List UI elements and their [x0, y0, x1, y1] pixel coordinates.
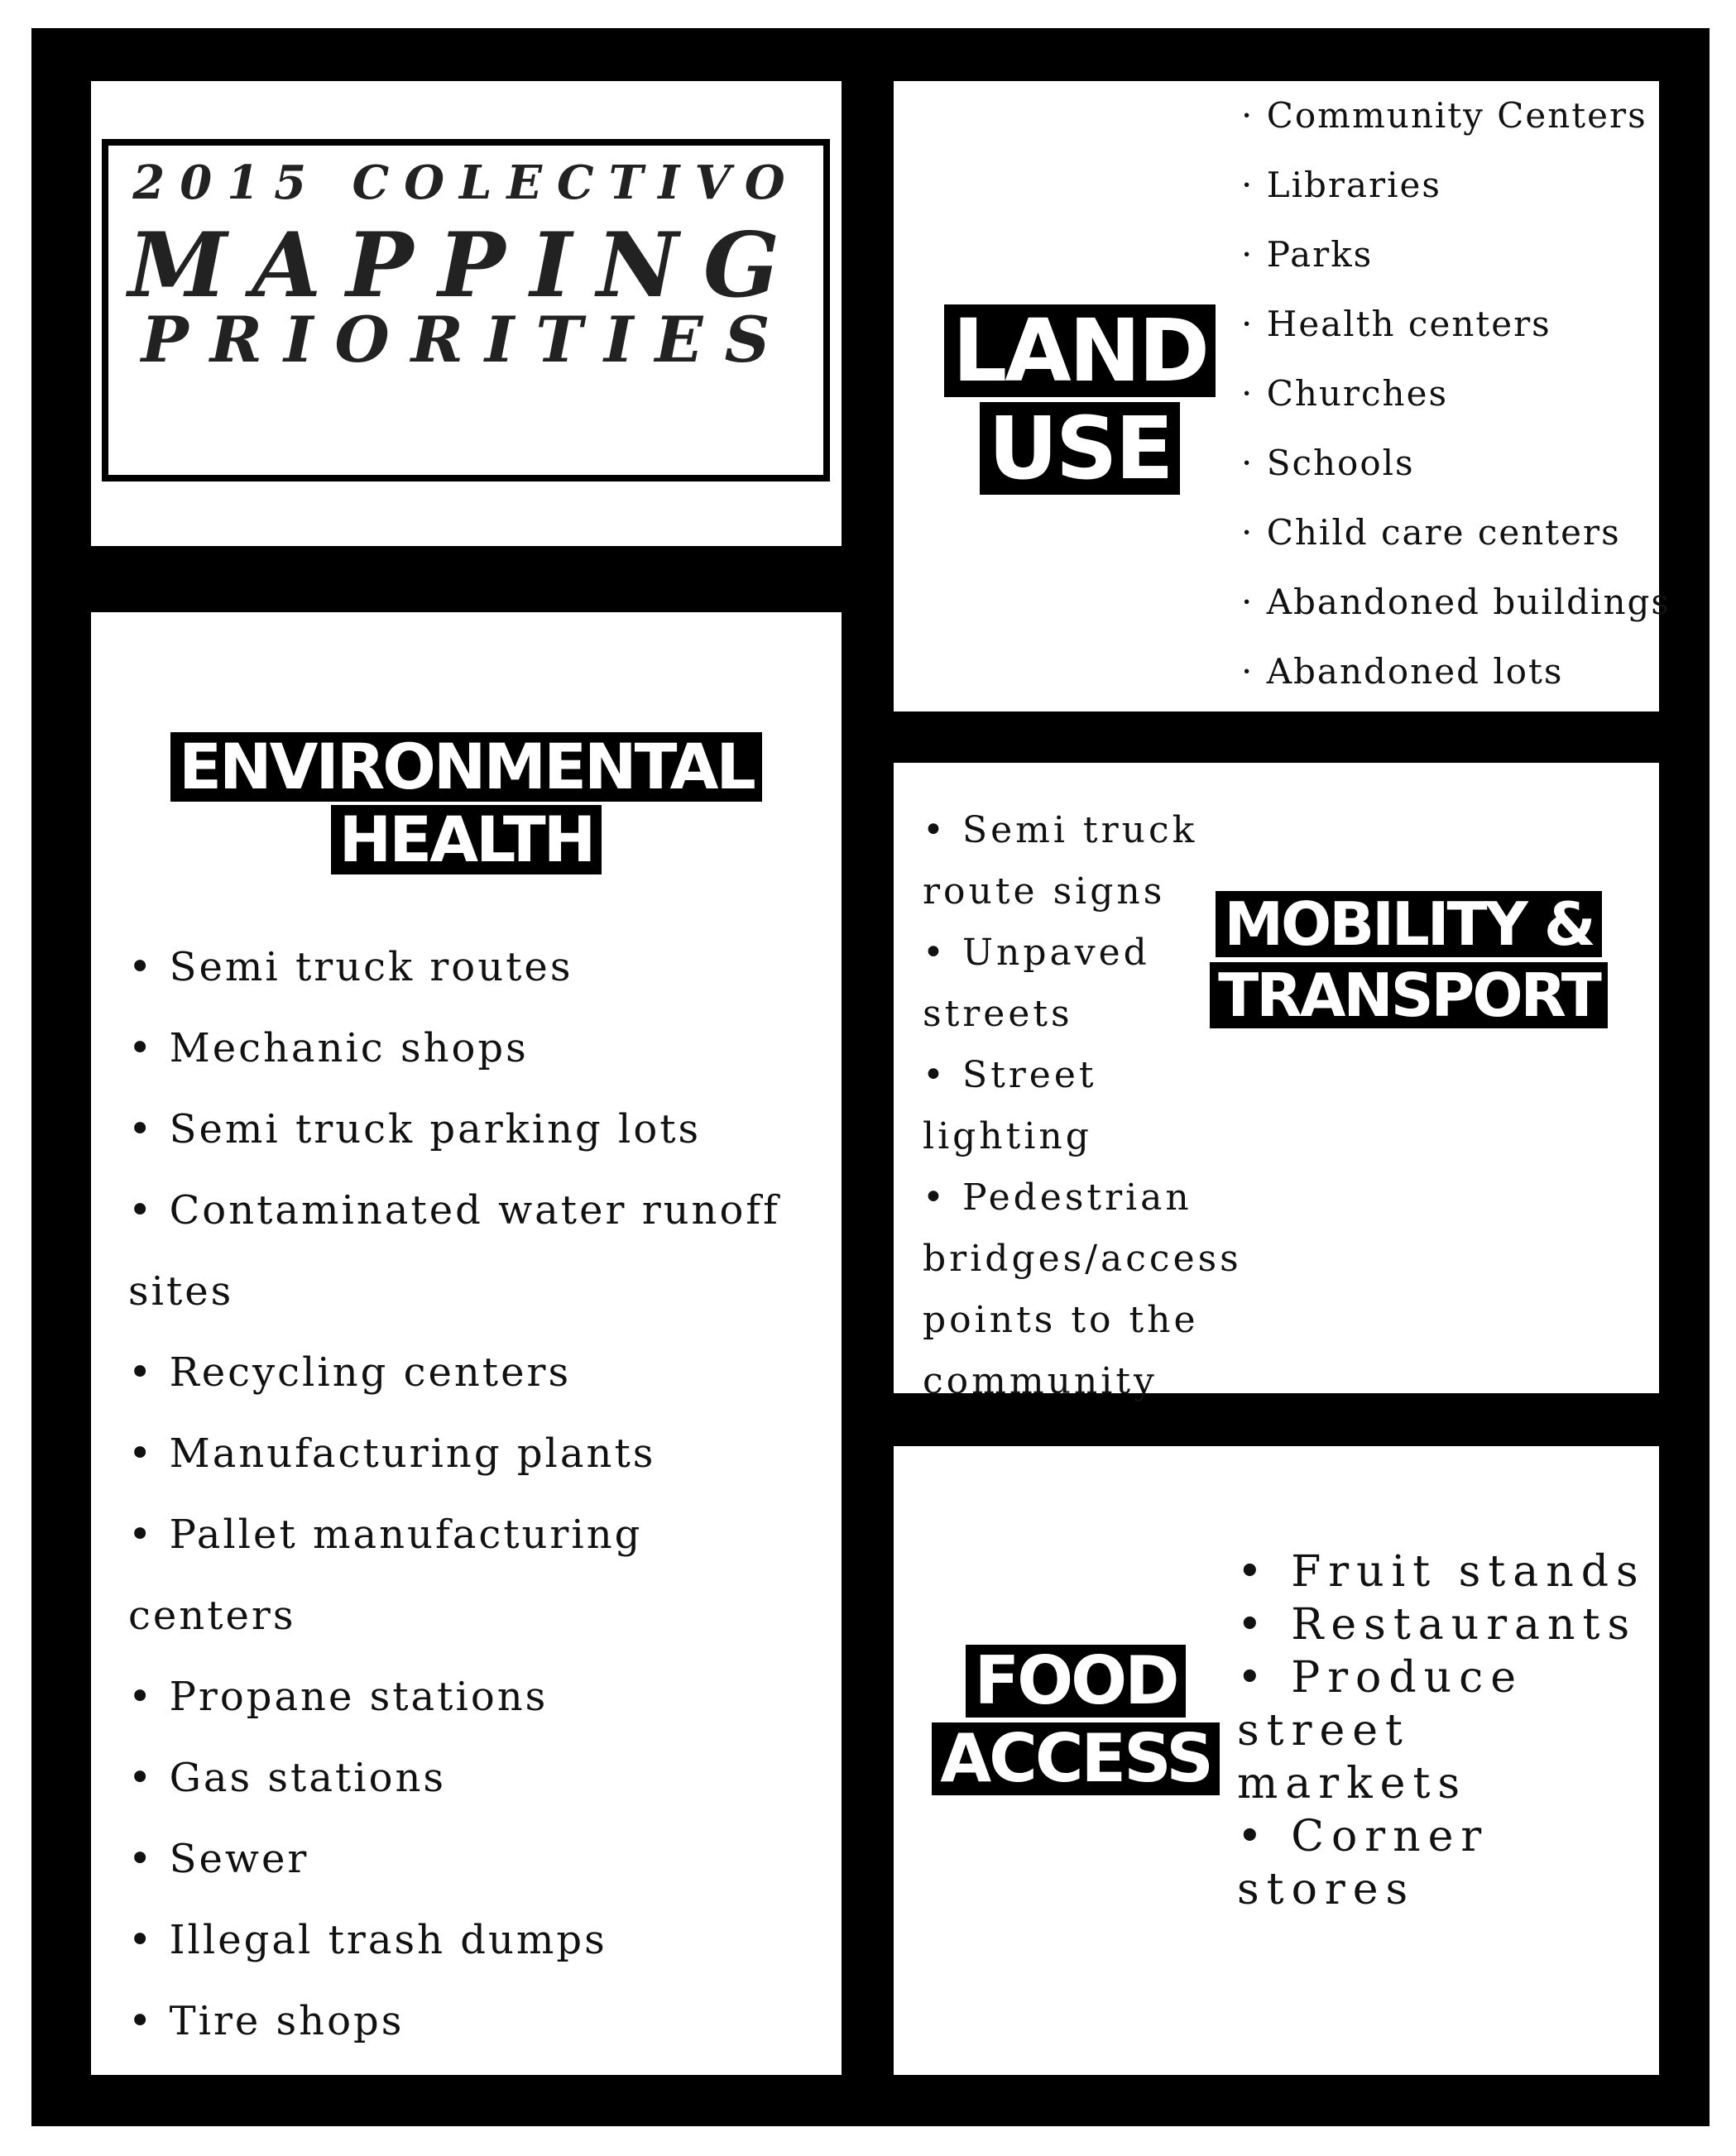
food-access-panel	[894, 1446, 1659, 2075]
list-item: • Gas stations	[128, 1755, 447, 1801]
list-item: · Health centers	[1241, 304, 1551, 344]
list-item: · Libraries	[1241, 165, 1441, 205]
food-access-heading-line1: FOOD	[966, 1645, 1185, 1718]
mobility-transport-panel	[894, 763, 1659, 1402]
environmental-health-panel	[91, 612, 842, 2075]
list-item: · Abandoned lots	[1241, 651, 1564, 692]
environmental-health-heading	[91, 732, 842, 874]
list-item: • Manufacturing plants	[128, 1430, 656, 1477]
list-item: • Tire shops	[128, 1998, 405, 2044]
environmental-health-list	[128, 927, 823, 2062]
food-access-heading-line2: ACCESS	[932, 1722, 1220, 1795]
title-mapping-line: MAPPING	[127, 213, 805, 318]
list-item: · Community Centers	[1241, 95, 1647, 136]
list-item: • Illegal trash dumps	[128, 1917, 607, 1963]
land-use-panel	[894, 81, 1671, 711]
list-item: • Restaurants	[1237, 1600, 1638, 1650]
mobility-transport-heading	[1179, 891, 1638, 1028]
list-item: · Parks	[1241, 234, 1374, 275]
list-item: • Contaminated water runoff sites	[128, 1187, 780, 1315]
list-item: • Sewer	[128, 1836, 309, 1882]
land-use-heading-line1: LAND	[944, 304, 1216, 397]
list-item: • Mechanic shops	[128, 1025, 529, 1071]
list-item: • Pedestrian bridges/access points to the community	[923, 1176, 1242, 1402]
list-item: · Abandoned buildings	[1241, 582, 1671, 622]
land-use-heading	[931, 300, 1229, 499]
list-item: • Propane stations	[128, 1674, 549, 1720]
list-item: • Semi truck routes	[128, 944, 573, 990]
list-item: • Semi truck parking lots	[128, 1106, 702, 1152]
list-item: • Semi truck route signs	[923, 809, 1198, 913]
land-use-list	[1241, 91, 1671, 716]
mobility-transport-heading-line2: TRANSPORT	[1210, 962, 1608, 1028]
list-item: • Recycling centers	[128, 1349, 572, 1396]
list-item: • Corner stores	[1237, 1812, 1489, 1914]
list-item: · Schools	[1241, 443, 1415, 483]
list-item: • Fruit stands	[1237, 1547, 1646, 1597]
environmental-health-heading-line1: ENVIRONMENTAL	[170, 732, 762, 802]
environmental-health-heading-line2: HEALTH	[331, 805, 602, 874]
title-panel	[91, 81, 842, 546]
list-item: · Churches	[1241, 373, 1448, 414]
title-priorities-line: PRIORITIES	[141, 303, 792, 376]
land-use-heading-line2: USE	[980, 402, 1179, 495]
list-item: • Pallet manufacturing centers	[128, 1512, 643, 1639]
mobility-transport-heading-line1: MOBILITY &	[1216, 891, 1601, 957]
list-item: • Street lighting	[923, 1054, 1097, 1157]
list-item: · Child care centers	[1241, 512, 1621, 553]
list-item: • Unpaved streets	[923, 932, 1150, 1035]
food-access-list	[1237, 1545, 1651, 1916]
title-year-line: 2015 COLECTIVO	[132, 156, 800, 210]
food-access-heading	[923, 1642, 1229, 1797]
list-item: • Produce street markets	[1237, 1653, 1524, 1809]
